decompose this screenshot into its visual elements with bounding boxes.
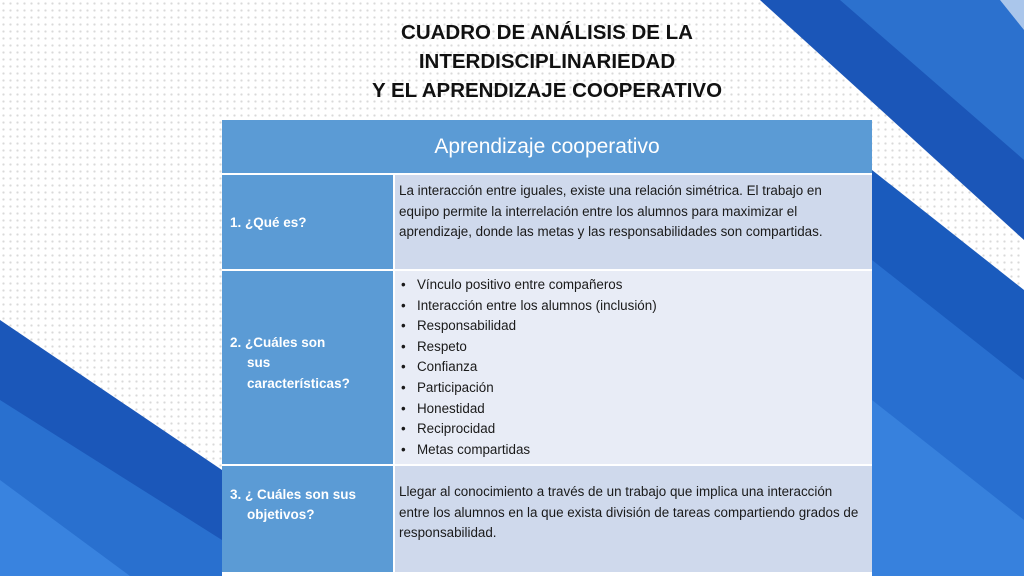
bullet-icon: • [401, 400, 406, 416]
list-item [399, 399, 864, 420]
row-label-que-es: 1. ¿Qué es? [222, 175, 393, 269]
bullet-icon: • [401, 318, 406, 334]
title-line-2: INTERDISCIPLINARIEDAD [418, 50, 676, 73]
table-row-caracteristicas [222, 271, 872, 464]
row-content-que-es: La interacción entre iguales, existe una relación simétrica. El trabajo en equipo permite la interrelación entre los alumnos para maximizar el aprendizaje, donde las metas y las responsabilidades son compartidas. [395, 175, 872, 269]
label-line: 2. ¿Cuáles son [230, 334, 326, 350]
list-item [399, 337, 864, 358]
list-item-text: Responsabilidad [417, 318, 517, 334]
list-item [399, 296, 864, 317]
list-item-text: Reciprocidad [417, 421, 496, 437]
row-label-objetivos [222, 466, 393, 572]
label-line: objetivos? [247, 507, 315, 522]
list-item [399, 378, 864, 399]
characteristics-list [399, 275, 864, 460]
bullet-icon: • [401, 421, 406, 437]
list-item-text: Interacción entre los alumnos (inclusión) [417, 297, 657, 313]
list-item-text: Participación [417, 379, 494, 395]
list-item-text: Vínculo positivo entre compañeros [417, 277, 623, 292]
label-line: sus [247, 355, 271, 371]
list-item [399, 419, 864, 440]
list-item-text: Metas compartidas [417, 441, 531, 457]
title-line-1: CUADRO DE ANÁLISIS DE LA [401, 21, 693, 44]
bullet-icon: • [401, 297, 406, 313]
bullet-icon: • [401, 338, 406, 354]
list-item [399, 357, 864, 378]
analysis-table [222, 120, 872, 572]
bullet-icon: • [401, 277, 406, 292]
row-content-caracteristicas [395, 271, 872, 464]
bullet-icon: • [401, 359, 406, 375]
list-item-text: Respeto [417, 338, 467, 354]
table-row-objetivos [222, 466, 872, 572]
list-item [399, 440, 864, 461]
slide-title [222, 18, 872, 105]
table-row-que-es [222, 175, 872, 269]
title-line-3: Y EL APRENDIZAJE COOPERATIVO [371, 79, 723, 102]
bullet-icon: • [401, 379, 406, 395]
list-item-text: Confianza [417, 359, 478, 375]
bullet-icon: • [401, 441, 406, 457]
label-line: características? [247, 375, 350, 391]
row-label-caracteristicas [222, 271, 393, 464]
row-content-objetivos: Llegar al conocimiento a través de un trabajo que implica una interacción entre los alumnos en la que exista división de tareas compartiendo grados de responsabilidad. [395, 466, 872, 572]
list-item [399, 316, 864, 337]
list-item-text: Honestidad [417, 400, 485, 416]
list-item [399, 275, 864, 296]
table-header: Aprendizaje cooperativo [222, 120, 872, 175]
label-line: 3. ¿ Cuáles son sus [230, 486, 357, 502]
